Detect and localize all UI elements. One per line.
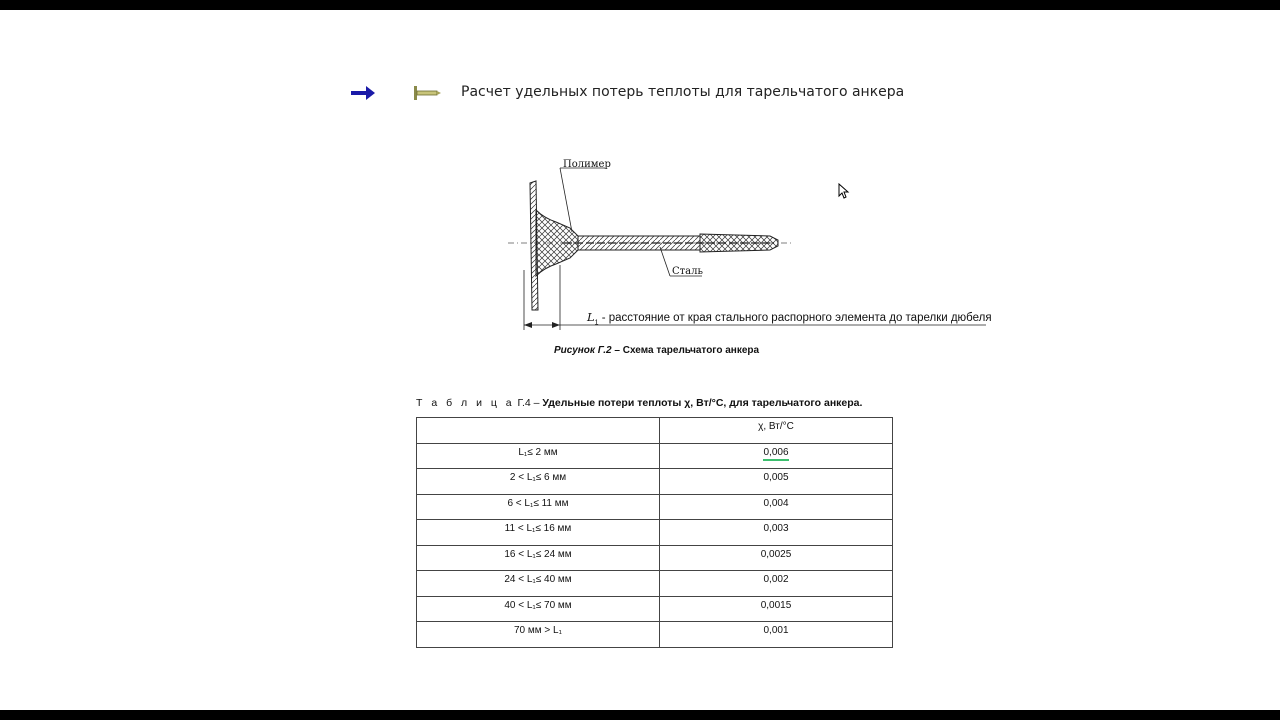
table-cell-range: 16 < L₁≤ 24 мм bbox=[417, 545, 660, 571]
table-cell-range: 2 < L₁≤ 6 мм bbox=[417, 469, 660, 495]
table-cell-value: 0,004 bbox=[660, 494, 893, 520]
table-header-cell: χ, Вт/°С bbox=[660, 418, 893, 444]
table-caption-title: Удельные потери теплоты χ, Вт/°С, для тарельчатого анкера. bbox=[542, 397, 863, 409]
figure-caption bbox=[554, 345, 759, 356]
l1-definition bbox=[587, 310, 992, 326]
table-cell-value: 0,002 bbox=[660, 571, 893, 597]
mouse-cursor-icon bbox=[838, 183, 850, 199]
figure-caption-label: Рисунок Г.2 bbox=[554, 345, 612, 356]
label-steel: Сталь bbox=[672, 266, 703, 277]
table-cell-value: 0,005 bbox=[660, 469, 893, 495]
table-row bbox=[417, 571, 893, 597]
table-cell-value: 0,0015 bbox=[660, 596, 893, 622]
page-title: Расчет удельных потерь теплоты для тарельчатого анкера bbox=[461, 84, 905, 100]
table-caption-prefix: Т а б л и ц а bbox=[416, 397, 515, 409]
table-cell-range: 6 < L₁≤ 11 мм bbox=[417, 494, 660, 520]
table-caption bbox=[416, 397, 862, 409]
table-cell-value: 0,001 bbox=[660, 622, 893, 648]
l1-text: - расстояние от края стального распорного элемента до тарелки дюбеля bbox=[598, 312, 992, 324]
label-polymer: Полимер bbox=[563, 159, 611, 170]
l1-symbol: L bbox=[587, 310, 595, 324]
anchor-schematic bbox=[500, 150, 1000, 335]
table-row bbox=[417, 469, 893, 495]
table-row bbox=[417, 494, 893, 520]
table-cell-range: 24 < L₁≤ 40 мм bbox=[417, 571, 660, 597]
arrow-right-icon[interactable] bbox=[350, 84, 378, 102]
table-caption-number: Г.4 – bbox=[514, 397, 543, 409]
l1-subscript: 1 bbox=[594, 319, 599, 327]
table-cell-range: L₁≤ 2 мм bbox=[417, 443, 660, 469]
table-cell-value: 0,006 bbox=[660, 443, 893, 469]
table-row bbox=[417, 596, 893, 622]
table-header-cell-empty bbox=[417, 418, 660, 444]
figure-caption-text: – Схема тарельчатого анкера bbox=[611, 345, 760, 356]
table-cell-range: 11 < L₁≤ 16 мм bbox=[417, 520, 660, 546]
table-cell-value: 0,0025 bbox=[660, 545, 893, 571]
table-cell-range: 70 мм > L₁ bbox=[417, 622, 660, 648]
dowel-icon bbox=[412, 84, 442, 102]
heat-loss-table bbox=[416, 417, 893, 648]
table-cell-range: 40 < L₁≤ 70 мм bbox=[417, 596, 660, 622]
table-row bbox=[417, 520, 893, 546]
bottom-letterbox-bar bbox=[0, 710, 1280, 720]
table-header-row bbox=[417, 418, 893, 444]
table-row bbox=[417, 622, 893, 648]
table-cell-value: 0,003 bbox=[660, 520, 893, 546]
top-letterbox-bar bbox=[0, 0, 1280, 10]
table-row bbox=[417, 443, 893, 469]
table-row bbox=[417, 545, 893, 571]
